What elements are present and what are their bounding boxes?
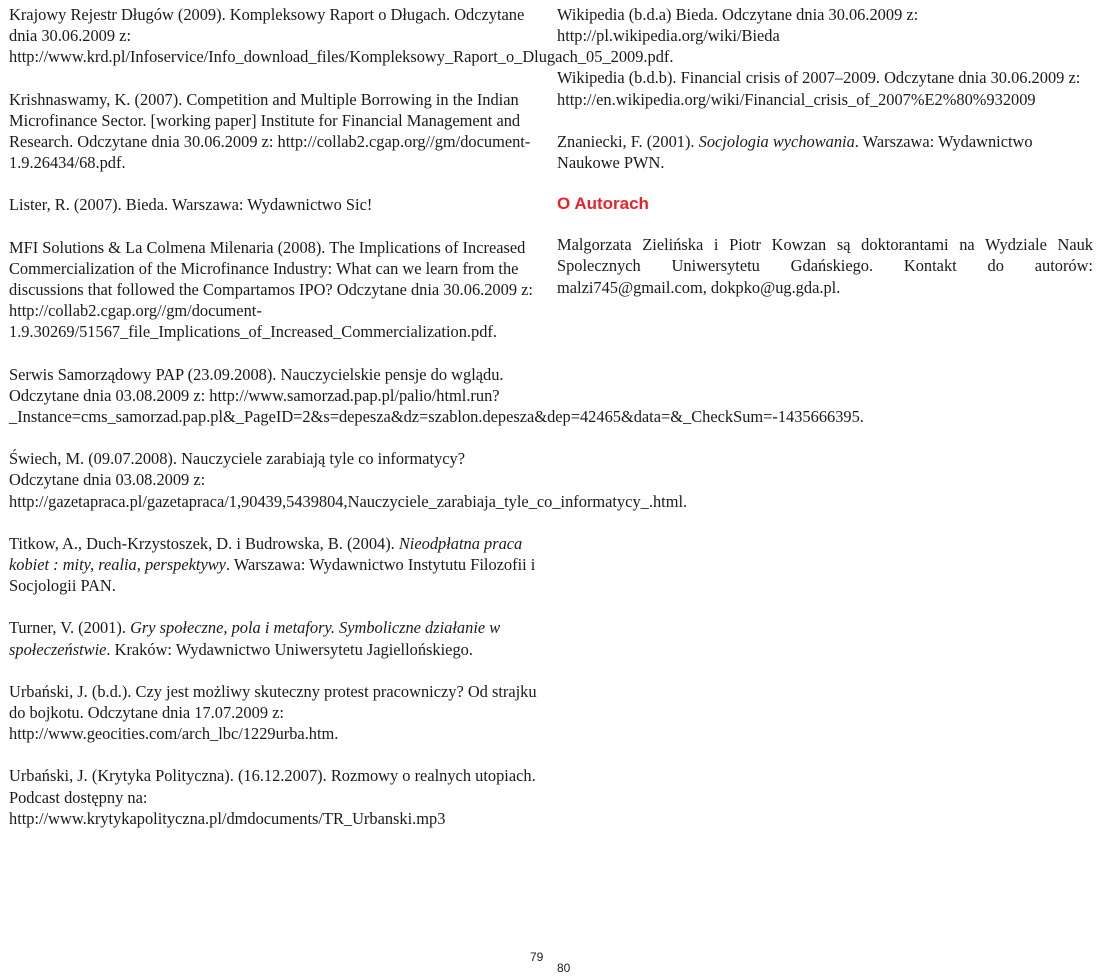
reference-entry: Krajowy Rejestr Długów (2009). Kompleksowy Raport o Długach. Odczytane dnia 30.06.2009 z: http://www.krd.pl/Infoservice/Info_download_files/Kompleksowy_Raport_o_Dlugach_05_2009.pdf. [9, 5, 674, 67]
reference-authors: Znaniecki, F. (2001). [557, 131, 699, 151]
reference-title: Gry społeczne, pola i metafory. Symboliczne działanie w społeczeństwie [9, 618, 501, 659]
reference-entry: Wikipedia (b.d.a) Bieda. Odczytane dnia 30.06.2009 z: http://pl.wikipedia.org/wiki/Bieda [557, 5, 919, 46]
reference-entry: Świech, M. (09.07.2008). Nauczyciele zarabiają tyle co informatycy? Odczytane dnia 03.08.2009 z: http://gazetapraca.pl/gazetapraca/1,90439,5439804,Nauczyciele_zarabiaja_tyle_co_informatycy_.html. [9, 449, 688, 511]
reference-entry: Lister, R. (2007). Bieda. Warszawa: Wydawnictwo Sic! [9, 195, 373, 215]
reference-authors: Turner, V. (2001). [9, 618, 131, 638]
page-number-right: 80 [557, 961, 571, 975]
section-heading-about-authors: O Autorach [557, 194, 649, 214]
reference-entry: Urbański, J. (b.d.). Czy jest możliwy skuteczny protest pracowniczy? Od strajku do bojkotu. Odczytane dnia 17.07.2009 z: http://www.geocities.com/arch_lbc/1229urba.htm. [9, 681, 537, 744]
reference-entry: Urbański, J. (Krytyka Polityczna). (16.12.2007). Rozmowy o realnych utopiach. Podcast dostępny na: http://www.krytykapolityczna.pl/dmdocuments/TR_Urbanski.mp3 [9, 766, 536, 828]
reference-publisher: . Warszawa: Wydawnictwo Naukowe PWN. [557, 131, 1033, 173]
about-authors-text: Malgorzata Zielińska i Piotr Kowzan są doktorantami na Wydziale Nauk Spolecznych Uniwersytetu Gdańskiego. Kontakt do autorów: malzi745@gmail.com, dokpko@ug.gda.pl. [557, 235, 1093, 297]
reference-title: Socjologia wychowania [698, 131, 855, 151]
reference-entry [557, 131, 1093, 173]
reference-entry: Krishnaswamy, K. (2007). Competition and Multiple Borrowing in the Indian Microfinance Sector. [working paper] Institute for Financial Management and Research. Odczytane dnia 30.06.2009 z: http://collab2.cgap.org//gm/document-1.9.26434/68.pdf. [9, 89, 531, 173]
reference-entry: Wikipedia (b.d.b). Financial crisis of 2007–2009. Odczytane dnia 30.06.2009 z: http://en.wikipedia.org/wiki/Financial_crisis_of_2007%E2%80%932009 [557, 68, 1081, 109]
reference-entry: MFI Solutions & La Colmena Milenaria (2008). The Implications of Increased Commercialization of the Microfinance Industry: What can we learn from the discussions that followed the Compartamos IPO? Odczytane dnia 30.06.2009 z: http://collab2.cgap.org//gm/document-1.9.30269/51567_file_Implications_of_Increased_Commercialization.pdf. [9, 237, 533, 342]
reference-entry [9, 617, 539, 659]
reference-publisher: . Warszawa: Wydawnictwo Instytutu Filozofii i Socjologii PAN. [9, 555, 536, 596]
reference-entry: Serwis Samorządowy PAP (23.09.2008). Nauczycielskie pensje do wglądu. Odczytane dnia 03.08.2009 z: http://www.samorzad.pap.pl/palio/html.run?_Instance=cms_samorzad.pap.pl&_PageID=2&s=depesza&dz=szablon.depesza&dep=42465&data=&_CheckSum=-1435666395. [9, 364, 864, 427]
reference-authors: Titkow, A., Duch-Krzystoszek, D. i Budrowska, B. (2004). [9, 533, 399, 553]
page-number-left: 79 [530, 950, 544, 964]
reference-publisher: . Kraków: Wydawnictwo Uniwersytetu Jagiellońskiego. [106, 639, 473, 659]
reference-entry [9, 533, 539, 597]
right-column [557, 4, 1093, 298]
reference-title: Nieodpłatna praca kobiet : mity, realia, perspektywy [9, 533, 523, 575]
